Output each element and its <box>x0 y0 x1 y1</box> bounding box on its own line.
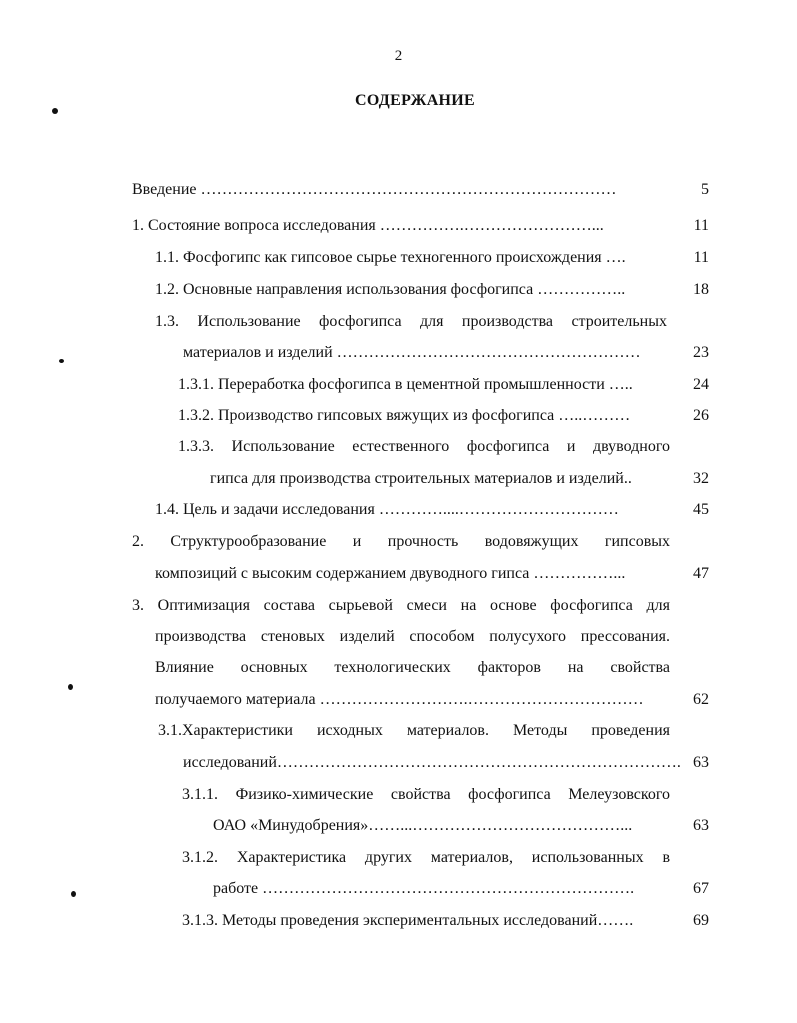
toc-page-number: 32 <box>693 470 709 487</box>
toc-entry-text: исследований…………………………………………………………………. <box>183 754 681 771</box>
scan-speck <box>68 684 73 690</box>
toc-page-number: 47 <box>693 565 709 582</box>
toc-entry-text: получаемого материала ……………………….…………………………… <box>155 691 644 708</box>
toc-entry-text: композиций с высоким содержанием двуводного гипса ……………... <box>155 565 626 582</box>
toc-entry-text: 1.2. Основные направления использования фосфогипса …………….. <box>155 281 626 298</box>
toc-entry-text: 2. Структурообразование и прочность водовяжущих гипсовых <box>132 533 670 550</box>
toc-entry-text: гипса для производства строительных материалов и изделий.. <box>210 470 632 487</box>
toc-page-number: 23 <box>693 344 709 361</box>
toc-page-number: 11 <box>693 249 709 266</box>
page-number: 2 <box>394 48 403 64</box>
toc-entry-text: 3.1.Характеристики исходных материалов. Методы проведения <box>158 722 670 739</box>
toc-entry-text: 3.1.2. Характеристика других материалов, использованных в <box>182 849 670 866</box>
toc-entry-text: 1.3.1. Переработка фосфогипса в цементной промышленности ….. <box>178 376 633 393</box>
toc-entry-text: Введение …………………………………………………………………… <box>132 181 617 198</box>
toc-entry-text: работе ……………………………………………………………. <box>213 880 635 897</box>
toc-page-number: 18 <box>693 281 709 298</box>
toc-entry-text: 1.1. Фосфогипс как гипсовое сырье техногенного происхождения …. <box>155 249 626 266</box>
toc-entry-text: 3.1.1. Физико-химические свойства фосфогипса Мелеузовского <box>182 786 670 803</box>
page-title: СОДЕРЖАНИЕ <box>354 92 476 109</box>
scan-speck <box>71 891 76 897</box>
toc-entry-text: 3. Оптимизация состава сырьевой смеси на основе фосфогипса для <box>132 597 670 614</box>
toc-entry-text: Влияние основных технологических факторов на свойства <box>155 659 670 676</box>
toc-page-number: 63 <box>693 754 709 771</box>
scan-speck <box>52 108 58 114</box>
toc-page-number: 62 <box>693 691 709 708</box>
toc-entry-text: 1. Состояние вопроса исследования …………….……………………... <box>132 217 604 234</box>
toc-entry-text: материалов и изделий ………………………………………………… <box>183 344 641 361</box>
toc-entry-text: ОАО «Минудобрения»……...…………………………………... <box>213 817 633 834</box>
toc-entry-text: 1.3.3. Использование естественного фосфогипса и двуводного <box>178 438 670 455</box>
toc-entry-text: 3.1.3. Методы проведения экспериментальных исследований……. <box>182 912 634 929</box>
toc-entry-text: 1.3. Использование фосфогипса для производства строительных <box>155 313 667 330</box>
toc-entry-text: 1.3.2. Производство гипсовых вяжущих из фосфогипса …..……… <box>178 407 631 424</box>
toc-page-number: 5 <box>701 181 709 198</box>
toc-page-number: 67 <box>693 880 709 897</box>
scan-speck <box>59 359 64 363</box>
toc-page-number: 63 <box>693 817 709 834</box>
toc-page-number: 11 <box>693 217 709 234</box>
toc-page-number: 26 <box>693 407 709 424</box>
toc-page-number: 24 <box>693 376 709 393</box>
toc-page-number: 69 <box>693 912 709 929</box>
toc-page-number: 45 <box>693 501 709 518</box>
toc-entry-text: 1.4. Цель и задачи исследования …………....………………………… <box>155 501 619 518</box>
toc-entry-text: производства стеновых изделий способом полусухого прессования. <box>155 628 670 645</box>
